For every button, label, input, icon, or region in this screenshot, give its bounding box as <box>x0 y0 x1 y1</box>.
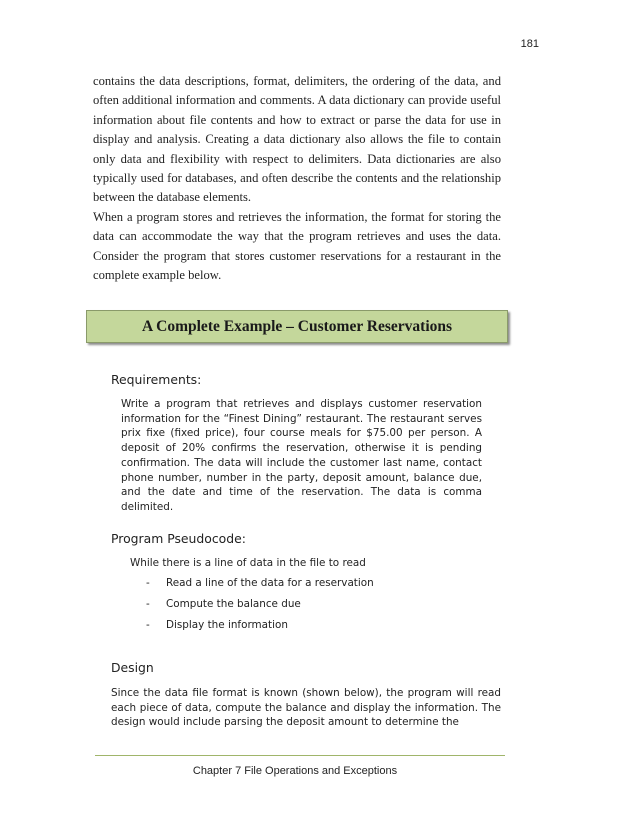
pseudocode-step-text: Read a line of the data for a reservation <box>166 577 374 589</box>
dash-bullet: - <box>146 597 150 610</box>
pseudocode-steps <box>146 577 374 639</box>
page-number: 181 <box>520 38 539 50</box>
pseudocode-step-text: Compute the balance due <box>166 597 301 610</box>
footer-divider <box>95 755 505 756</box>
pseudocode-step <box>146 577 374 598</box>
design-heading: Design <box>111 660 154 675</box>
body-paragraph-1: contains the data descriptions, format, delimiters, the ordering of the data, and often additional information and comments. A data dictionary can provide useful information about file contents and how to extract or parse the data for use in display and analysis. Creating a data dictionary also allows the file to contain only data and flexibility with respect to delimiters. Data dictionaries are also typically used for databases, and often describe the contents and the relationship between the database elements. <box>93 74 501 205</box>
pseudocode-step <box>146 619 374 640</box>
design-text: Since the data file format is known (shown below), the program will read each piece of data, compute the balance and display the information. The design would include parsing the deposit amount to determine the <box>111 687 501 729</box>
requirements-text: Write a program that retrieves and displays customer reservation information for the “Finest Dining” restaurant. The restaurant serves prix fixe (fixed price), four course meals for $75.00 per person. A deposit of 20% confirms the reservation, otherwise it is pending confirmation. The data will include the customer last name, contact phone number, number in the party, deposit amount, balance due, and the date and time of the reservation. The data is comma delimited. <box>121 398 482 513</box>
pseudocode-loop: While there is a line of data in the file to read <box>130 557 366 569</box>
pseudocode-step-text: Display the information <box>166 618 288 631</box>
pseudocode-step <box>146 598 374 619</box>
pseudocode-heading: Program Pseudocode: <box>111 531 246 546</box>
dash-bullet: - <box>146 618 150 631</box>
section-banner <box>86 310 508 343</box>
body-paragraph-2: When a program stores and retrieves the information, the format for storing the data can accommodate the way that the program retrieves and uses the data. Consider the program that stores customer reservations for a restaurant in the complete example below. <box>93 210 501 283</box>
footer-chapter-title: Chapter 7 File Operations and Exceptions <box>192 765 398 777</box>
requirements-heading: Requirements: <box>111 372 202 387</box>
dash-bullet: - <box>146 577 150 589</box>
section-title: A Complete Example – Customer Reservations <box>141 317 453 335</box>
